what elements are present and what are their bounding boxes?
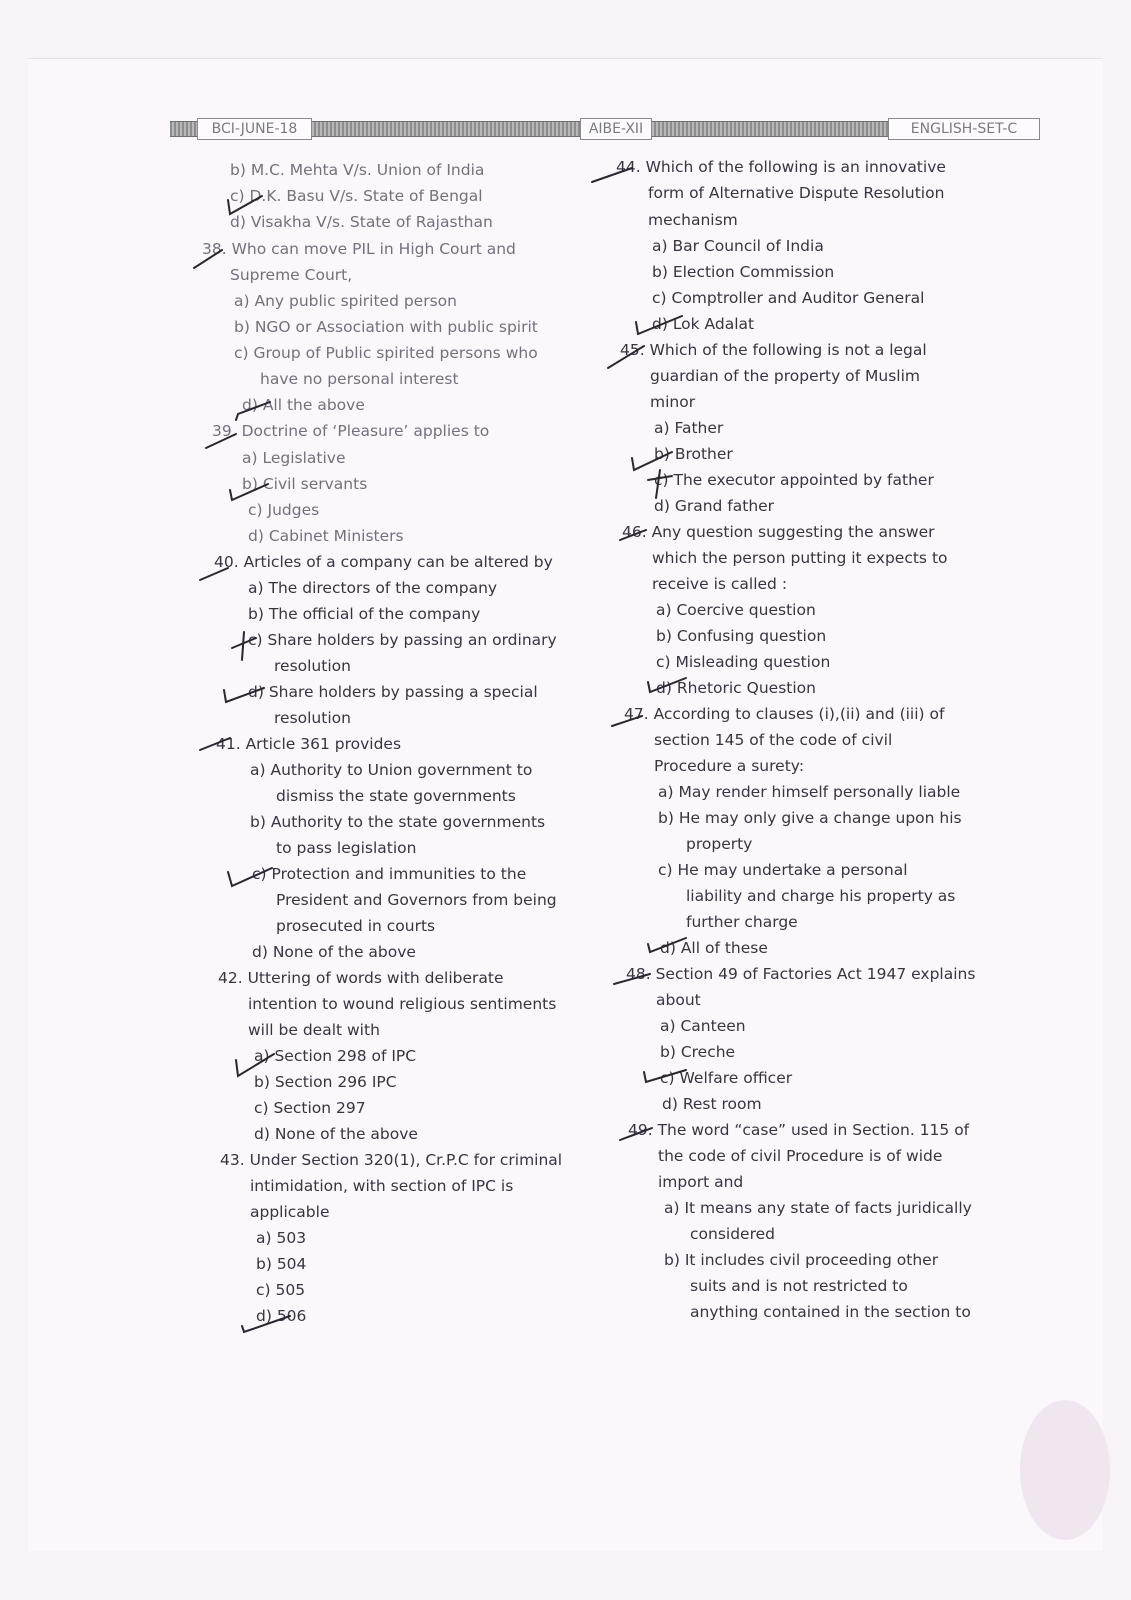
option-line: c) Welfare officer [660,1069,793,1087]
option-line: d) Visakha V/s. State of Rajasthan [230,213,493,231]
question-line: 48. Section 49 of Factories Act 1947 explains [626,965,976,983]
option-line: b) Creche [660,1043,736,1061]
option-line: c) D.K. Basu V/s. State of Bengal [230,187,483,205]
option-line: b) Confusing question [656,627,827,645]
question-line: 44. Which of the following is an innovative [616,158,946,176]
question-line: 46. Any question suggesting the answer [622,523,935,541]
option-line: a) Father [654,419,724,437]
option-line: c) Protection and immunities to the [252,865,527,883]
option-line: c) Judges [248,501,320,519]
scan-smudge [1020,1400,1110,1540]
option-line: b) It includes civil proceeding other [664,1251,939,1269]
option-line: b) Authority to the state governments [250,813,546,831]
option-line: a) Coercive question [656,601,816,619]
question-line: will be dealt with [248,1021,380,1039]
option-line: b) NGO or Association with public spirit [234,318,538,336]
question-line: the code of civil Procedure is of wide [658,1147,943,1165]
option-line: a) Any public spirited person [234,292,457,310]
option-line: c) The executor appointed by father [654,471,934,489]
option-line: c) Group of Public spirited persons who [234,344,538,362]
question-line: form of Alternative Dispute Resolution [648,184,945,202]
option-line: b) He may only give a change upon his [658,809,962,827]
option-line: resolution [274,657,351,675]
question-line: 38. Who can move PIL in High Court and [202,240,516,258]
option-line: d) Rhetoric Question [656,679,816,697]
option-line: c) He may undertake a personal [658,861,908,879]
question-line: 43. Under Section 320(1), Cr.P.C for criminal [220,1151,563,1169]
option-line: d) All the above [242,396,365,414]
option-line: a) May render himself personally liable [658,783,961,801]
option-line: d) Lok Adalat [652,315,755,333]
option-line: d) Grand father [654,497,775,515]
option-line: d) None of the above [254,1125,418,1143]
option-line: d) None of the above [252,943,416,961]
question-line: mechanism [648,211,738,229]
option-line: d) Rest room [662,1095,762,1113]
question-line: applicable [250,1203,330,1221]
option-line: a) 503 [256,1229,307,1247]
option-line: a) It means any state of facts juridically [664,1199,972,1217]
option-line: b) The official of the company [248,605,481,623]
option-line: property [686,835,753,853]
header-set: ENGLISH-SET-C [888,118,1040,140]
option-line: anything contained in the section to [690,1303,971,1321]
option-line: considered [690,1225,775,1243]
option-line: d) Share holders by passing a special [248,683,538,701]
option-line: b) M.C. Mehta V/s. Union of India [230,161,485,179]
option-line: a) Legislative [242,449,346,467]
option-line: c) Comptroller and Auditor General [652,289,925,307]
scanned-page [28,58,1103,1551]
question-line: 42. Uttering of words with deliberate [218,969,504,987]
question-line: intention to wound religious sentiments [248,995,557,1013]
option-line: liability and charge his property as [686,887,956,905]
option-line: b) Brother [654,445,733,463]
question-line: section 145 of the code of civil [654,731,893,749]
header-exam-code: BCI-JUNE-18 [197,118,312,140]
option-line: d) Cabinet Ministers [248,527,404,545]
option-line: a) The directors of the company [248,579,498,597]
option-line: b) Election Commission [652,263,835,281]
option-line: resolution [274,709,351,727]
option-line: b) Section 296 IPC [254,1073,397,1091]
question-line: 47. According to clauses (i),(ii) and (iii) of [624,705,945,723]
option-line: a) Canteen [660,1017,746,1035]
question-line: about [656,991,701,1009]
question-line: 45. Which of the following is not a legal [620,341,927,359]
question-line: receive is called : [652,575,788,593]
option-line: a) Section 298 of IPC [254,1047,417,1065]
question-line: intimidation, with section of IPC is [250,1177,514,1195]
question-line: Supreme Court, [230,266,353,284]
question-line: 40. Articles of a company can be altered by [214,553,553,571]
question-line: 49. The word “case” used in Section. 115 of [628,1121,970,1139]
question-line: which the person putting it expects to [652,549,948,567]
option-line: dismiss the state governments [276,787,516,805]
option-line: b) Civil servants [242,475,368,493]
option-line: d) 506 [256,1307,307,1325]
question-line: guardian of the property of Muslim [650,367,921,385]
question-line: Procedure a surety: [654,757,805,775]
header-exam-name: AIBE-XII [580,118,652,140]
option-line: President and Governors from being [276,891,557,909]
option-line: c) Share holders by passing an ordinary [248,631,557,649]
option-line: further charge [686,913,798,931]
option-line: c) Section 297 [254,1099,366,1117]
option-line: c) 505 [256,1281,306,1299]
option-line: b) 504 [256,1255,307,1273]
option-line: to pass legislation [276,839,417,857]
option-line: have no personal interest [260,370,459,388]
option-line: a) Authority to Union government to [250,761,533,779]
question-line: 41. Article 361 provides [216,735,402,753]
question-line: 39. Doctrine of ‘Pleasure’ applies to [212,422,490,440]
option-line: prosecuted in courts [276,917,436,935]
option-line: c) Misleading question [656,653,831,671]
option-line: a) Bar Council of India [652,237,824,255]
question-line: minor [650,393,696,411]
option-line: suits and is not restricted to [690,1277,908,1295]
option-line: d) All of these [660,939,768,957]
question-line: import and [658,1173,744,1191]
